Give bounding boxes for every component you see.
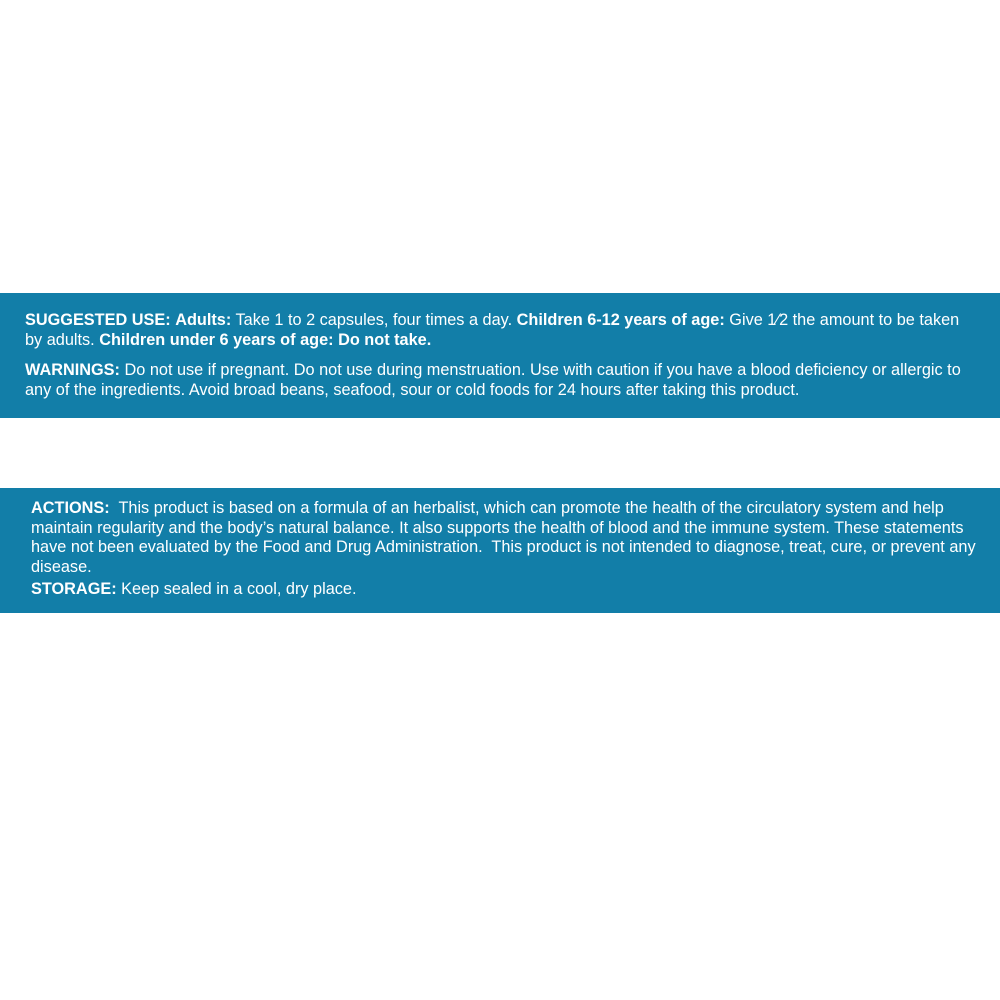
actions-text: This product is based on a formula of an herbalist, which can promote the health of the circulatory system and help maintain regularity and the body’s natural balance. It also supports the health of blood and the immune system. These statements have not been evaluated by the Food and Drug Administration. This product is not intended to diagnose, treat, cure, or prevent any disease. (31, 499, 981, 576)
storage-heading: STORAGE: (31, 580, 117, 598)
storage-paragraph (31, 580, 980, 600)
warnings-heading: WARNINGS: (25, 361, 120, 379)
warnings-text: Do not use if pregnant. Do not use during menstruation. Use with caution if you have a blood deficiency or allergic to any of the ingredients. Avoid broad beans, seafood, sour or cold foods for 24 hours after taking this product. (25, 361, 961, 399)
children-under-6-text: Children under 6 years of age: Do not take. (99, 331, 432, 349)
actions-paragraph (31, 499, 980, 577)
children-6-12-text: Give 1⁄2 the amount to be taken by adults. (25, 311, 960, 349)
suggested-use-paragraph (25, 310, 980, 350)
storage-text: Keep sealed in a cool, dry place. (116, 580, 357, 598)
suggested-use-heading: SUGGESTED USE: (25, 311, 171, 329)
warnings-paragraph (25, 360, 980, 400)
actions-storage-band (0, 488, 1000, 613)
adults-text: Take 1 to 2 capsules, four times a day. (231, 311, 517, 329)
children-6-12-label: Children 6-12 years of age: (516, 311, 725, 329)
actions-heading: ACTIONS: (31, 499, 110, 517)
adults-label: Adults: (175, 311, 232, 329)
suggested-use-warnings-band (0, 293, 1000, 418)
